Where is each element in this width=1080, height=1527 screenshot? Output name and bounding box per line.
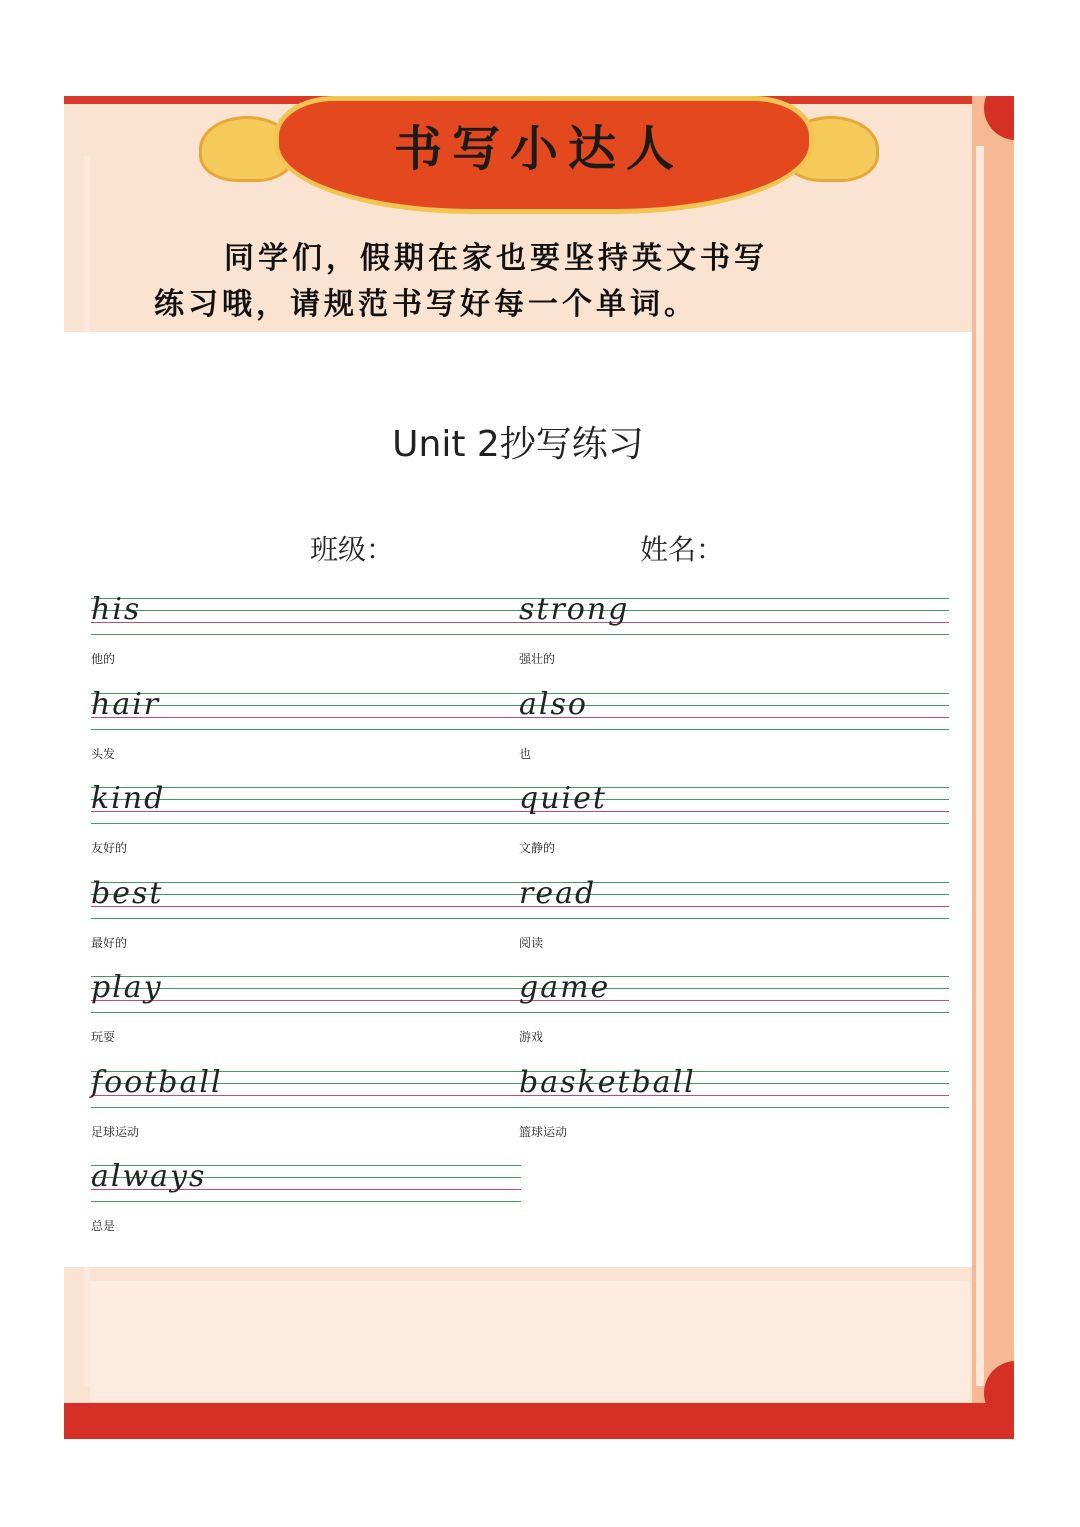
handwriting-ruling-line — [519, 918, 949, 919]
handwriting-ruling-line — [91, 823, 521, 824]
chinese-meaning: 游戏 — [519, 1030, 544, 1044]
intro-text — [154, 236, 914, 328]
english-word: his — [91, 592, 142, 627]
english-word: football — [91, 1064, 223, 1100]
handwriting-ruling-line — [519, 634, 949, 635]
english-word: game — [519, 970, 611, 1005]
word-entry — [91, 970, 521, 1060]
handwriting-ruling-line — [91, 622, 521, 623]
class-field-label: 班级： — [310, 533, 395, 566]
handwriting-ruling-line — [91, 1012, 521, 1013]
banner-title: 书写小达人 — [393, 121, 684, 177]
word-entry — [519, 970, 949, 1060]
english-word: basketball — [519, 1064, 696, 1100]
word-entry — [519, 592, 949, 682]
handwriting-ruling-line — [91, 1201, 521, 1202]
title-banner — [199, 96, 879, 226]
english-word: strong — [519, 592, 630, 627]
chinese-meaning: 玩耍 — [91, 1030, 116, 1044]
word-entry — [91, 781, 521, 871]
handwriting-ruling-line — [91, 729, 521, 730]
chinese-meaning: 文静的 — [519, 841, 556, 855]
handwriting-ruling-line — [519, 729, 949, 730]
handwriting-ruling-line — [91, 598, 521, 599]
english-word: best — [91, 875, 164, 911]
chinese-meaning: 也 — [519, 746, 532, 761]
chinese-meaning: 阅读 — [519, 935, 544, 950]
english-word: kind — [91, 781, 166, 816]
word-entry — [91, 1159, 521, 1249]
chinese-meaning: 足球运动 — [91, 1124, 140, 1139]
chinese-meaning: 头发 — [91, 746, 116, 761]
handwriting-ruling-line — [519, 823, 949, 824]
chinese-meaning: 友好的 — [91, 841, 128, 855]
handwriting-ruling-line — [91, 1107, 521, 1108]
handwriting-ruling-line — [91, 610, 521, 611]
english-word: quiet — [519, 781, 607, 816]
lower-panel — [90, 1281, 970, 1401]
word-entry — [91, 1065, 521, 1155]
word-entry — [519, 687, 949, 777]
intro-line-2: 练习哦，请规范书写好每一个单词。 — [154, 287, 698, 322]
chinese-meaning: 篮球运动 — [519, 1124, 568, 1139]
intro-line-1: 同学们，假期在家也要坚持英文书写 — [224, 241, 768, 276]
frame-right-inner-line — [976, 146, 984, 1386]
chinese-meaning: 强壮的 — [519, 652, 556, 666]
chinese-meaning: 最好的 — [91, 935, 128, 950]
word-entry — [91, 592, 521, 682]
chinese-meaning: 他的 — [91, 652, 116, 666]
word-entry — [91, 687, 521, 777]
handwriting-ruling-line — [519, 1012, 949, 1013]
word-entry — [91, 876, 521, 966]
handwriting-ruling-line — [91, 634, 521, 635]
word-entry — [519, 781, 949, 871]
worksheet-frame — [64, 96, 1014, 1439]
chinese-meaning: 总是 — [91, 1219, 116, 1233]
english-word: always — [91, 1159, 207, 1194]
name-field-label: 姓名： — [640, 533, 725, 566]
word-entry — [519, 876, 949, 966]
english-word: read — [519, 875, 597, 911]
handwriting-ruling-line — [519, 1107, 949, 1108]
english-word: play — [91, 970, 163, 1005]
handwriting-ruling-line — [91, 918, 521, 919]
english-word: also — [519, 686, 588, 722]
sheet-title: Unit 2抄写练习 — [392, 424, 644, 465]
english-word: hair — [91, 686, 161, 722]
frame-bottom-band — [64, 1403, 1014, 1439]
word-entry — [519, 1065, 949, 1155]
